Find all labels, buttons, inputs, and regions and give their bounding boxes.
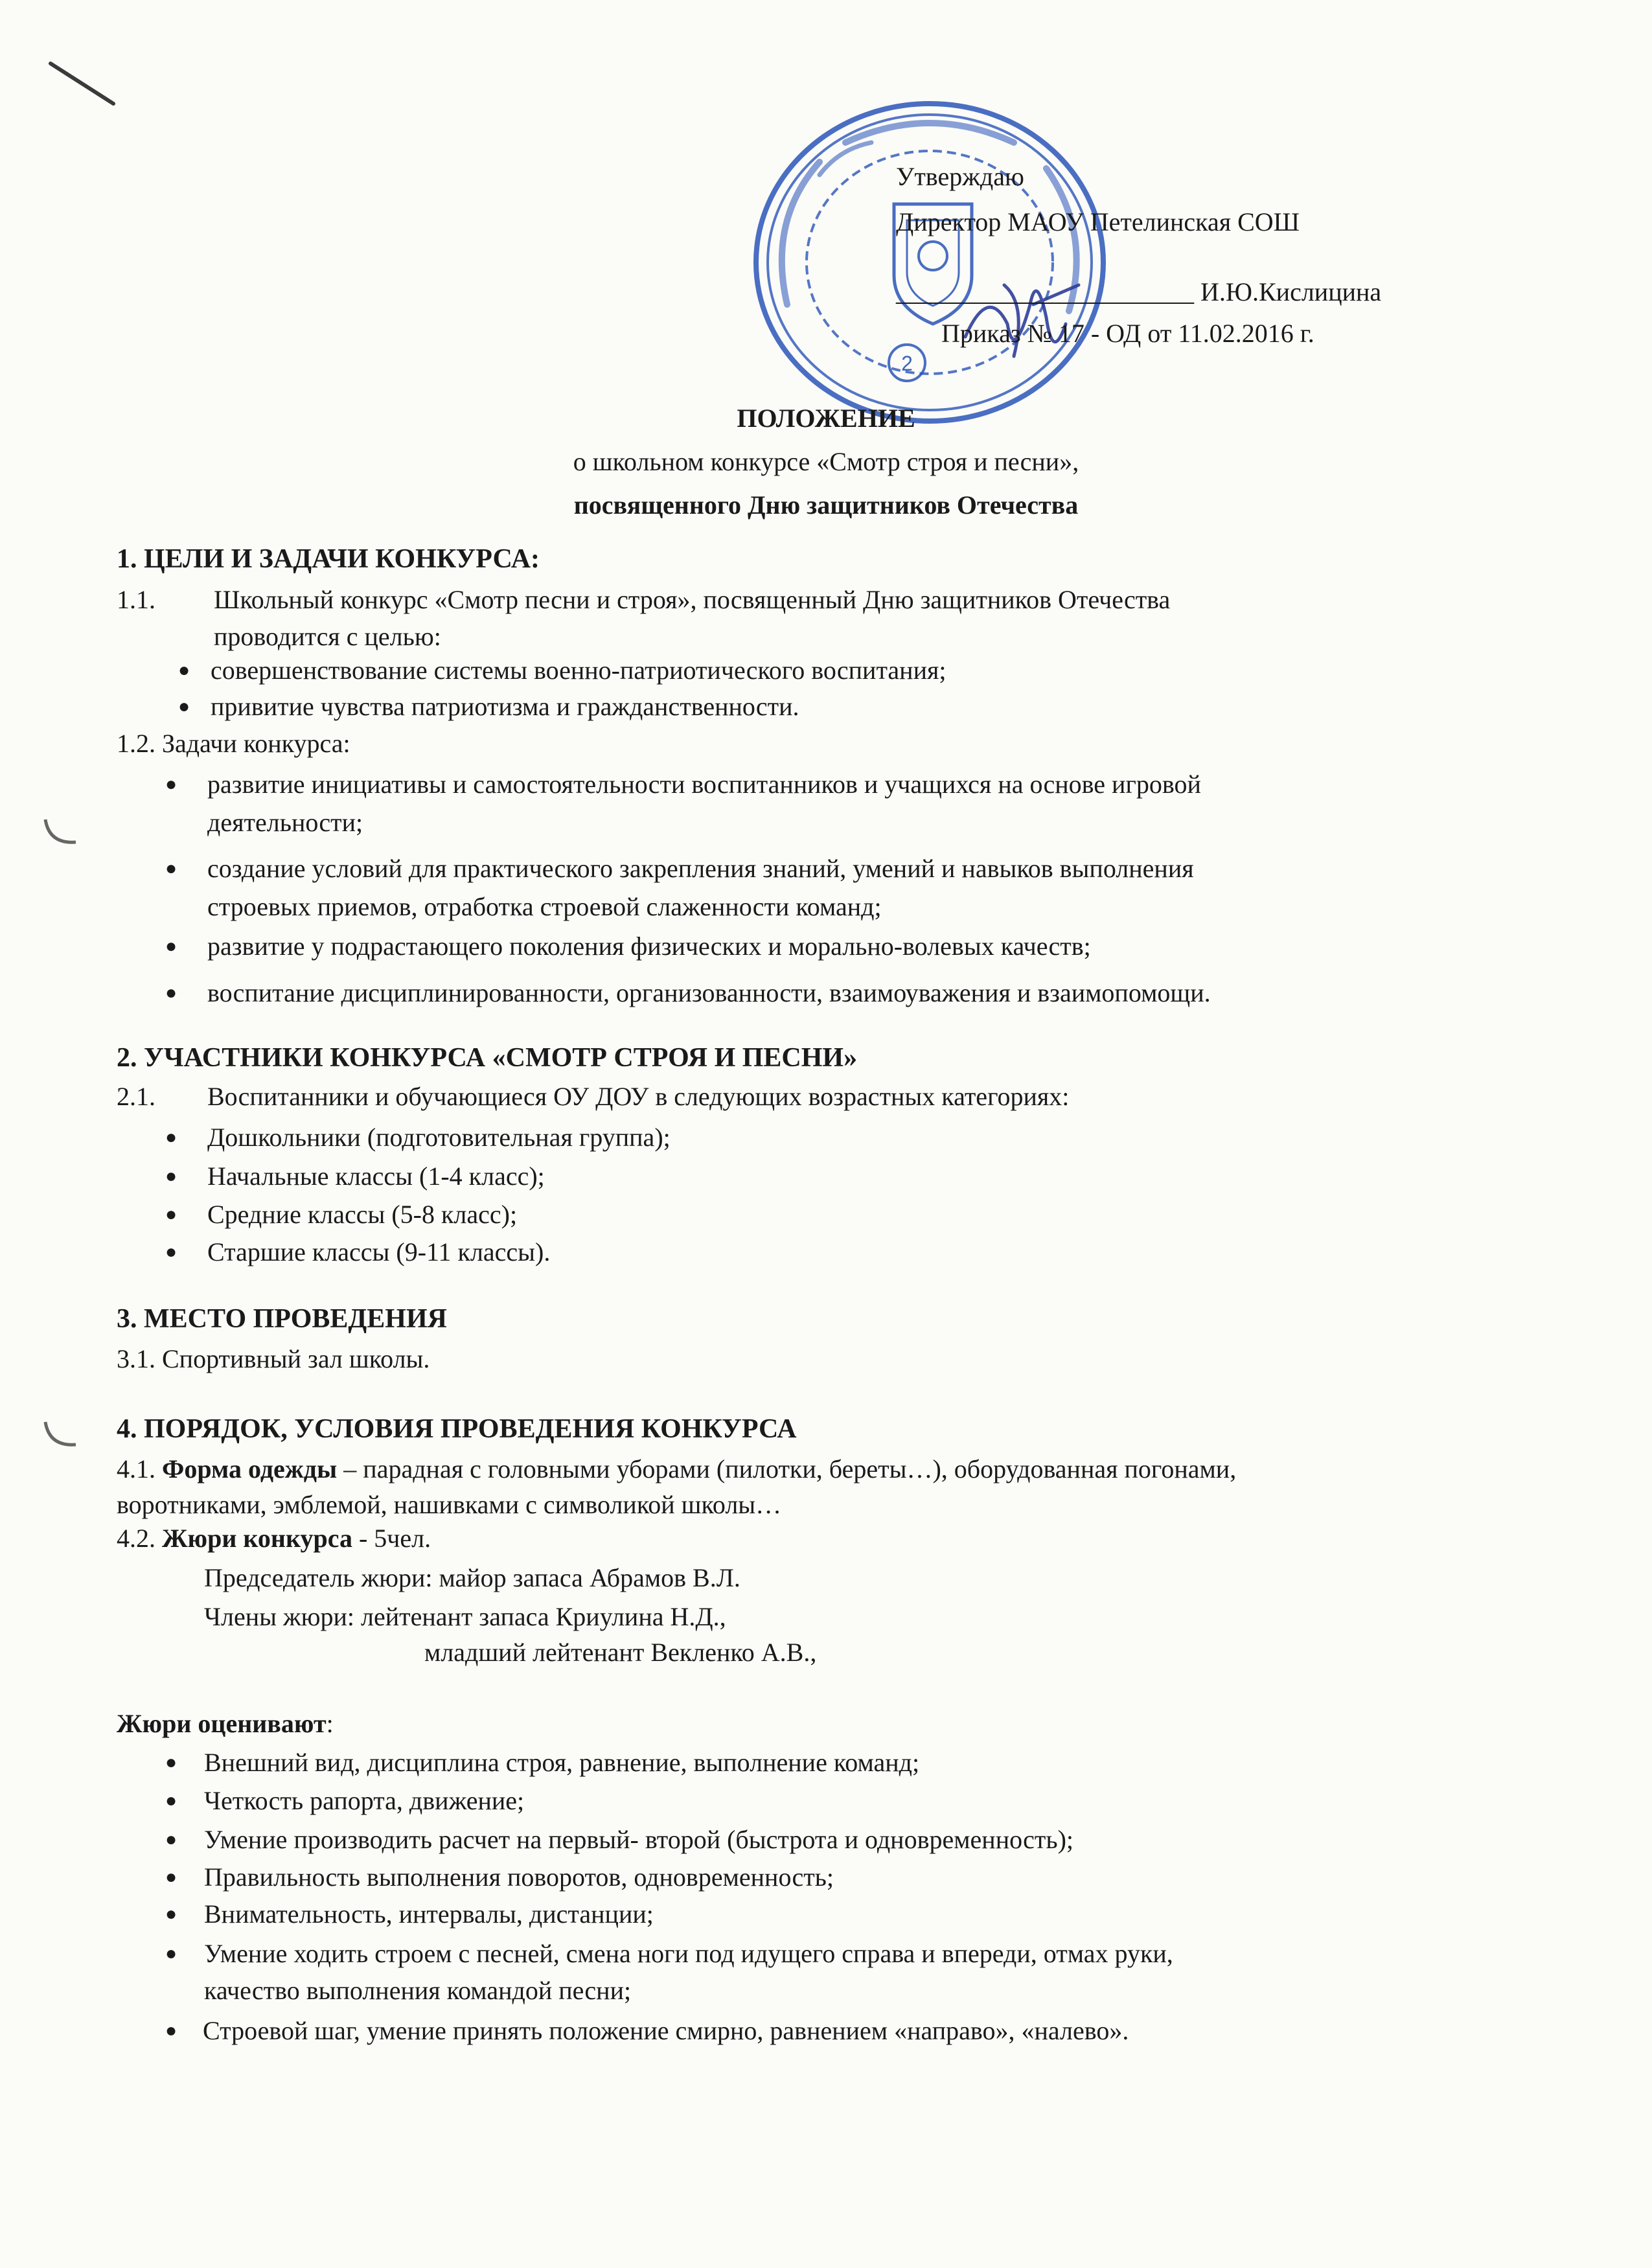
- bullet-icon: ●: [165, 1903, 178, 1925]
- criterion-item-continuation: качество выполнения командой песни;: [204, 1976, 632, 2005]
- bullet-icon: ●: [165, 1127, 178, 1148]
- jury-members-line-1: Члены жюри: лейтенант запаса Криулина Н.Д.,: [204, 1602, 726, 1631]
- item-3-1: 3.1. Спортивный зал школы.: [117, 1344, 430, 1373]
- item-4-1-term: Форма одежды: [162, 1454, 338, 1483]
- pen-stroke-mark: [45, 58, 123, 110]
- criterion-item: Четкость рапорта, движение;: [204, 1786, 525, 1815]
- criterion-item: Правильность выполнения поворотов, одновременность;: [204, 1862, 834, 1892]
- category-item: Средние классы (5-8 класс);: [207, 1200, 518, 1229]
- task-item-continuation: деятельности;: [207, 808, 363, 837]
- stamp-number-badge: [889, 345, 925, 381]
- bullet-icon: ●: [165, 1204, 178, 1225]
- item-1-2: 1.2. Задачи конкурса:: [117, 729, 350, 758]
- criteria-heading-colon: :: [326, 1709, 334, 1738]
- criterion-item: Внешний вид, дисциплина строя, равнение, выполнение команд;: [204, 1748, 920, 1777]
- item-2-1-number: 2.1.: [117, 1082, 155, 1111]
- item-4-1-line-1: [117, 1454, 1236, 1484]
- criteria-heading-term: Жюри оценивают: [117, 1709, 327, 1738]
- category-item: Начальные классы (1-4 класс);: [207, 1162, 545, 1191]
- task-item: воспитание дисциплинированности, организованности, взаимоуважения и взаимопомощи.: [207, 978, 1211, 1007]
- item-4-1-text: – парадная с головными уборами (пилотки, береты…), оборудованная погонами,: [337, 1454, 1237, 1483]
- bullet-icon: ●: [165, 858, 178, 879]
- section-3-heading: 3. МЕСТО ПРОВЕДЕНИЯ: [117, 1304, 447, 1334]
- bullet-icon: ●: [165, 982, 178, 1003]
- criterion-item: Умение производить расчет на первый- второй (быстрота и одновременность);: [204, 1825, 1074, 1854]
- item-4-1-line-2: воротниками, эмблемой, нашивками с символикой школы…: [117, 1490, 782, 1519]
- item-1-1-line-1: Школьный конкурс «Смотр песни и строя», посвященный Дню защитников Отечества: [214, 585, 1171, 614]
- task-item: создание условий для практического закрепления знаний, умений и навыков выполнения: [207, 854, 1194, 883]
- bullet-icon: ●: [165, 1241, 178, 1263]
- section-1-heading: 1. ЦЕЛИ И ЗАДАЧИ КОНКУРСА:: [117, 544, 540, 574]
- approval-signature-line: _______________________ И.Ю.Кислицина: [896, 277, 1382, 306]
- criteria-heading: [117, 1709, 334, 1739]
- criterion-item: Внимательность, интервалы, дистанции;: [204, 1899, 654, 1929]
- bullet-icon: ●: [165, 2020, 178, 2041]
- section-4-heading: 4. ПОРЯДОК, УСЛОВИЯ ПРОВЕДЕНИЯ КОНКУРСА: [117, 1414, 797, 1444]
- stamp-outer-ring: [756, 104, 1103, 421]
- bullet-icon: ●: [165, 1866, 178, 1888]
- bullet-icon: ●: [165, 1829, 178, 1850]
- official-stamp: [742, 91, 1118, 434]
- task-item: развитие инициативы и самостоятельности воспитанников и учащихся на основе игровой: [207, 770, 1201, 799]
- jury-chair: Председатель жюри: майор запаса Абрамов В.Л.: [204, 1563, 740, 1592]
- section-2-heading: 2. УЧАСТНИКИ КОНКУРСА «СМОТР СТРОЯ И ПЕСНИ»: [117, 1043, 858, 1073]
- bullet-icon: ●: [165, 1943, 178, 1964]
- bullet-icon: ●: [165, 935, 178, 957]
- item-4-1-number: 4.1.: [117, 1454, 162, 1483]
- criterion-item: Строевой шаг, умение принять положение смирно, равнением «направо», «налево».: [203, 2016, 1129, 2045]
- item-4-2: [117, 1524, 431, 1553]
- category-item: Дошкольники (подготовительная группа);: [207, 1123, 671, 1152]
- bullet-icon: ●: [178, 659, 190, 681]
- item-4-2-term: Жюри конкурса: [162, 1524, 352, 1553]
- item-1-1-number: 1.1.: [117, 585, 155, 614]
- item-4-2-text: - 5чел.: [352, 1524, 431, 1553]
- item-4-2-number: 4.2.: [117, 1524, 162, 1553]
- bullet-icon: ●: [165, 1165, 178, 1187]
- document-subtitle-line-1: о школьном конкурсе «Смотр строя и песни»,: [573, 447, 1079, 476]
- bullet-icon: ●: [165, 773, 178, 795]
- approval-order: Приказ № 17 - ОД от 11.02.2016 г.: [941, 319, 1314, 348]
- hole-punch-mark-lower: [40, 1415, 86, 1454]
- goal-item: совершенствование системы военно-патриотического воспитания;: [211, 656, 946, 685]
- approval-approve: Утверждаю: [896, 162, 1024, 191]
- document-title: ПОЛОЖЕНИЕ: [737, 404, 915, 433]
- task-item: развитие у подрастающего поколения физических и морально-волевых качеств;: [207, 932, 1091, 961]
- bullet-icon: ●: [165, 1790, 178, 1811]
- task-item-continuation: строевых приемов, отработка строевой слаженности команд;: [207, 892, 882, 921]
- item-1-1-line-2: проводится с целью:: [214, 622, 441, 651]
- bullet-icon: ●: [165, 1752, 178, 1773]
- hole-punch-mark-upper: [40, 813, 86, 852]
- criterion-item: Умение ходить строем с песней, смена ноги под идущего справа и впереди, отмах руки,: [204, 1939, 1173, 1968]
- svg-text:2: 2: [901, 352, 913, 375]
- item-2-1: Воспитанники и обучающиеся ОУ ДОУ в следующих возрастных категориях:: [207, 1082, 1070, 1111]
- approval-director: Директор МАОУ Петелинская СОШ: [896, 207, 1300, 236]
- bullet-icon: ●: [178, 696, 190, 717]
- category-item: Старшие классы (9-11 классы).: [207, 1237, 551, 1266]
- goal-item: привитие чувства патриотизма и гражданственности.: [211, 692, 799, 721]
- document-subtitle-line-2: посвященного Дню защитников Отечества: [573, 490, 1079, 520]
- jury-members-line-2: младший лейтенант Векленко А.В.,: [424, 1638, 817, 1667]
